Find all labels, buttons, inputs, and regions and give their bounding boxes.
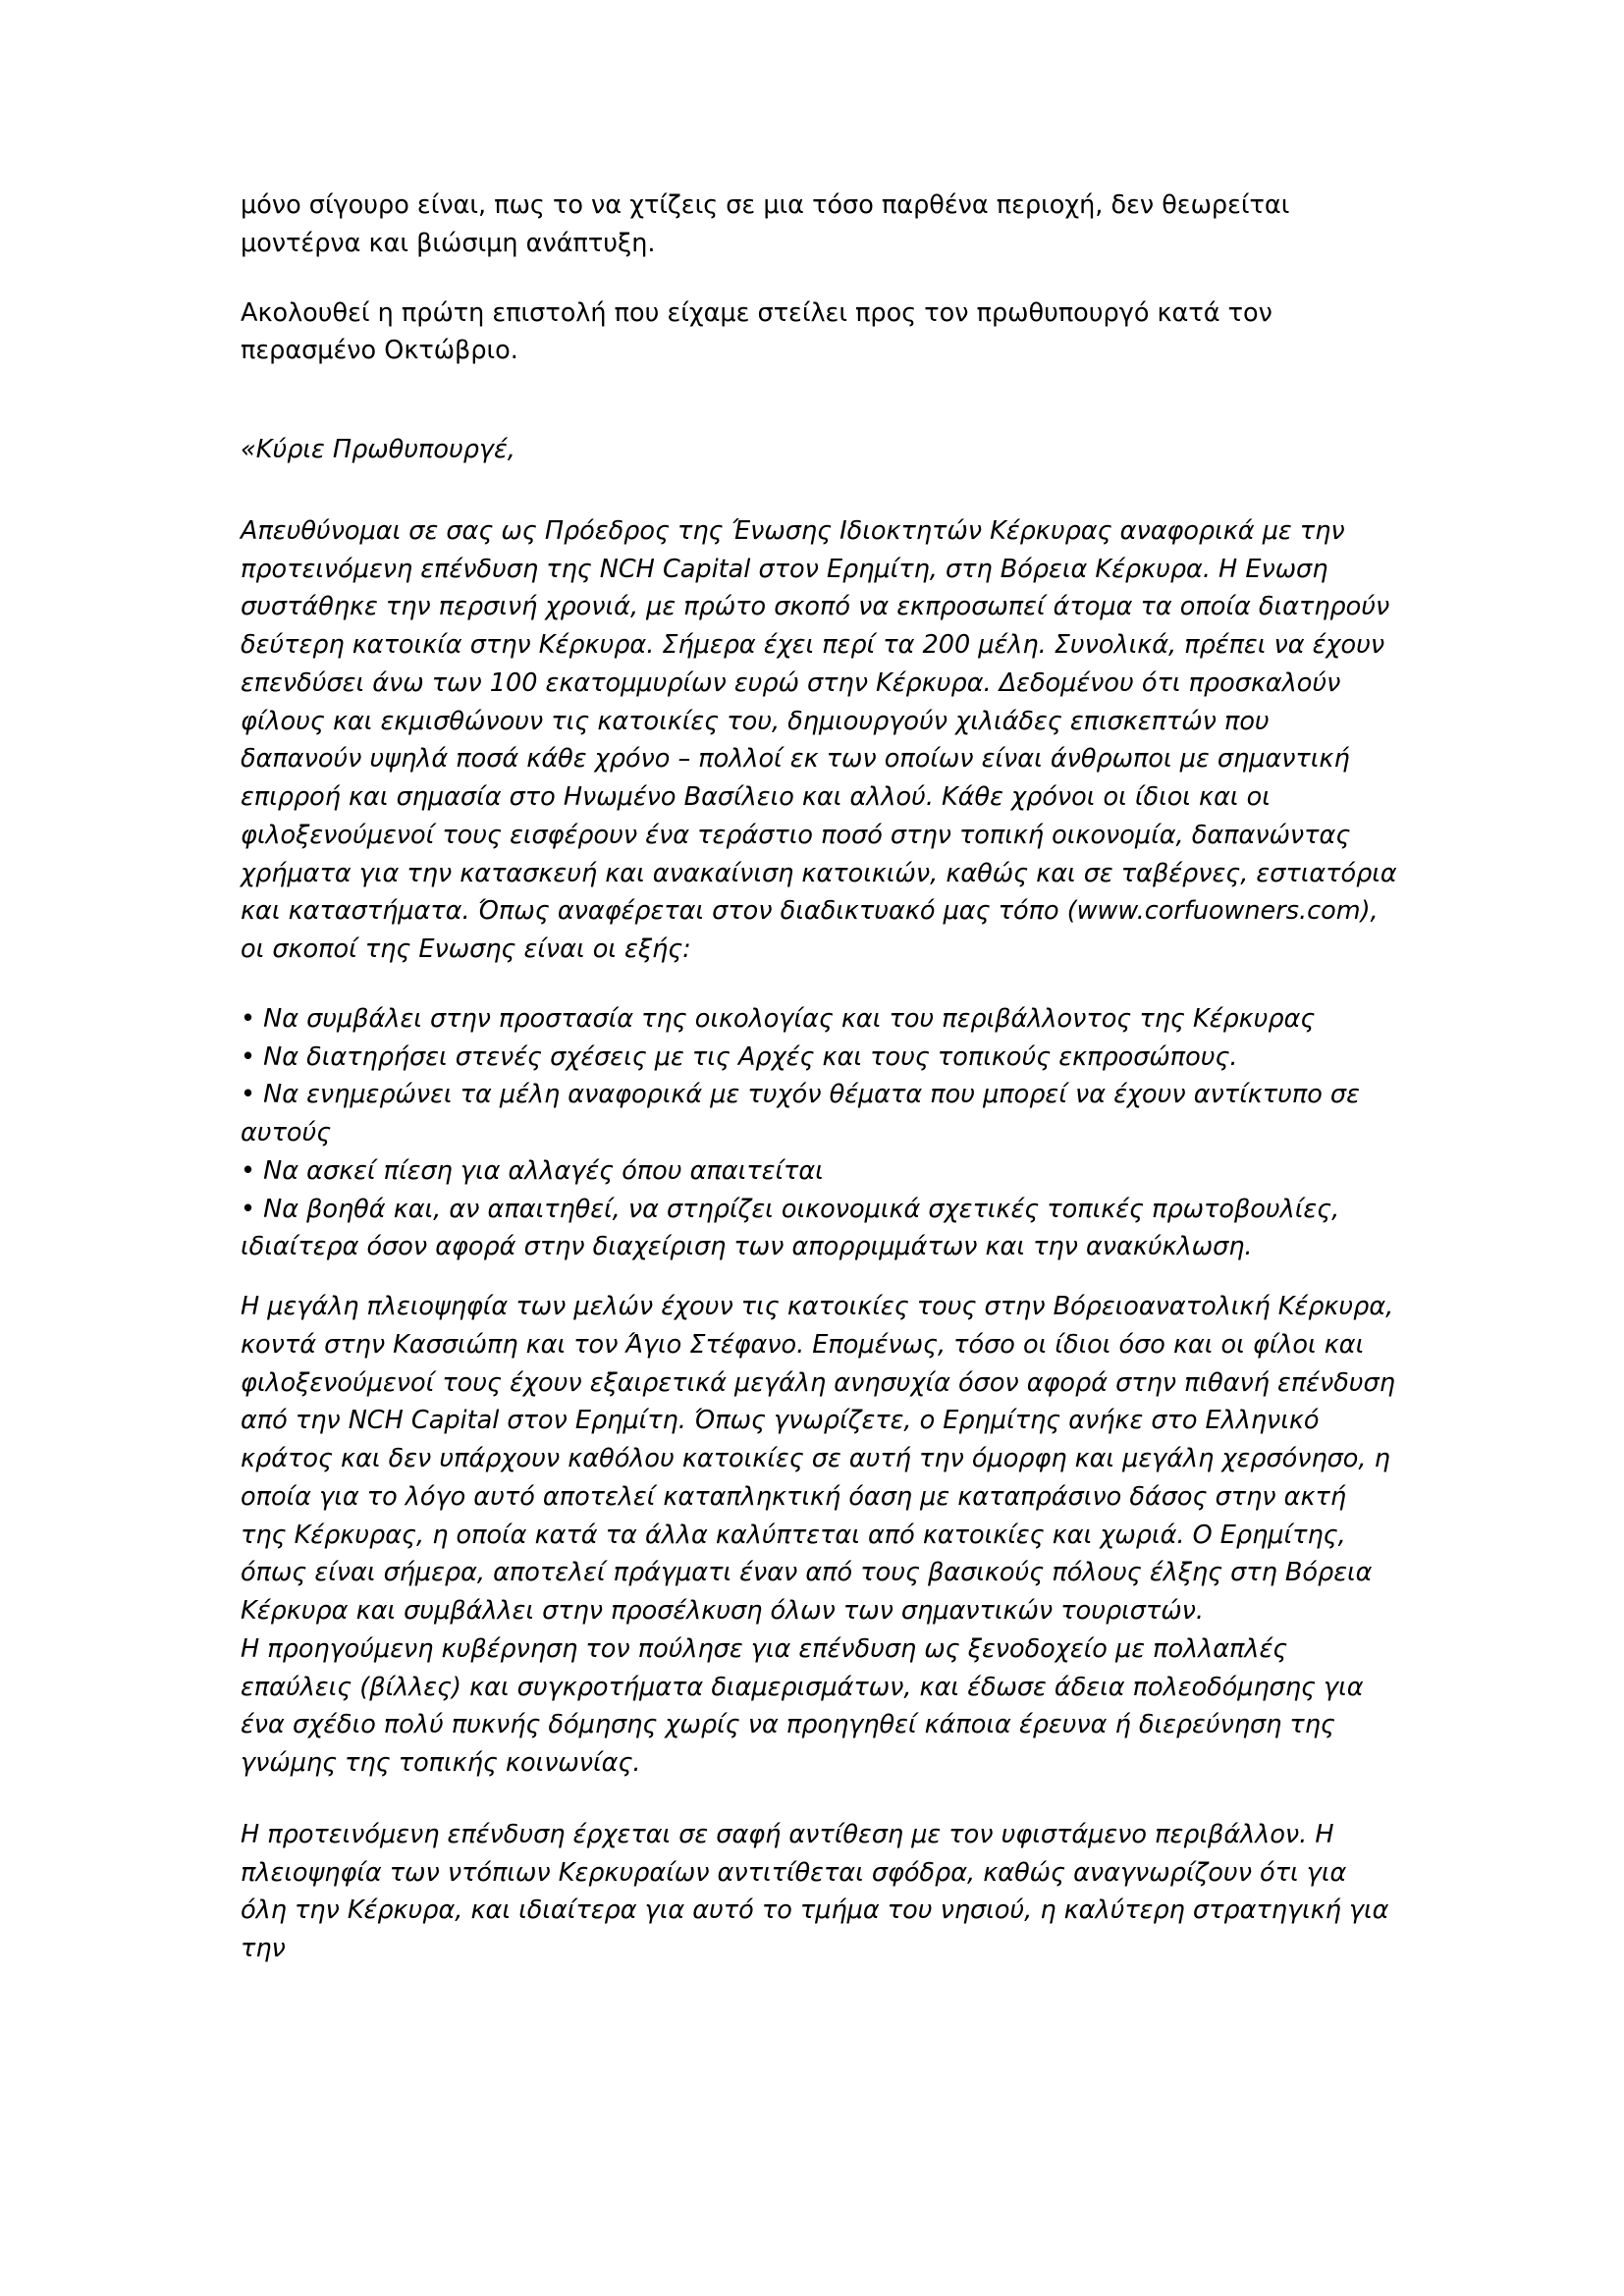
intro-paragraph-2: Ακολουθεί η πρώτη επιστολή που είχαμε στείλει προς τον πρωθυπουργό κατά τον περασμένο Οκτώβριο. <box>241 297 1272 366</box>
letter-salutation: «Κύριε Πρωθυπουργέ, <box>241 435 515 464</box>
bullets-spacer <box>241 979 1398 1000</box>
section-spacer <box>241 380 1398 431</box>
letter-paragraph-1: Απευθύνομαι σε σας ως Πρόεδρος της Ένωσης Ιδιοκτητών Κέρκυρας αναφορικά με την προτεινόμενη επένδυση της NCH Capital στον Ερημίτη, στη Βόρεια Κέρκυρα. Η Ενωση συστάθηκε την περσινή χρονιά, με πρώτο σκοπό να εκπροσωπεί άτομα τα οποία διατηρούν δεύτερη κατοικία στην Κέρκυρα. Σήμερα έχει περί τα 200 μέλη. Συνολικά, πρέπει να έχουν επενδύσει άνω των 100 εκατομμυρίων ευρώ στην Κέρκυρα. Δεδομένου ότι προσκαλούν φίλους και εκμισθώνουν τις κατοικίες του, δημιουργούν χιλιάδες επισκεπτών που δαπανούν υψηλά ποσά κάθε χρόνο – πολλοί εκ των οποίων είναι άνθρωποι με σημαντική επιρροή και σημασία στο Ηνωμένο Βασίλειο και αλλού. Κάθε χρόνοι οι ίδιοι και οι φιλοξενούμενοί τους εισφέρουν ένα τεράστιο ποσό στην τοπική οικονομία, δαπανώντας χρήματα για την κατασκευή και ανακαίνιση κατοικιών, καθώς και σε ταβέρνες, εστιατόρια και καταστήματα. Όπως αναφέρεται στον διαδικτυακό μας τόπο (www.corfuowners.com), οι σκοποί της Ενωσης είναι οι εξής: <box>241 515 1397 964</box>
list-item: • Να συμβάλει στην προστασία της οικολογίας και του περιβάλλοντος της Κέρκυρας <box>241 1003 1316 1034</box>
paragraph-spacer <box>241 273 1398 294</box>
list-item: • Να ασκεί πίεση για αλλαγές όπου απαιτείται <box>241 1155 824 1186</box>
intro-paragraph-1: μόνο σίγουρο είναι, πως το να χτίζεις σε μια τόσο παρθένα περιοχή, δεν θεωρείται μοντέρνα και βιώσιμη ανάπτυξη. <box>241 190 1290 258</box>
letter-bullet-list <box>241 1000 1398 1266</box>
post-bullets-spacer <box>241 1266 1398 1288</box>
letter-paragraph-3: Η προηγούμενη κυβέρνηση τον πούλησε για επένδυση ως ξενοδοχείο με πολλαπλές επαύλεις (βίλλες) και συγκροτήματα διαμερισμάτων, και έδωσε άδεια πολεοδόμησης για ένα σχέδιο πολύ πυκνής δόμησης χωρίς να προηγηθεί κάποια έρευνα ή διερεύνηση της γνώμης της τοπικής κοινωνίας. <box>241 1633 1364 1778</box>
list-item: • Να διατηρήσει στενές σχέσεις με τις Αρχές και τους τοπικούς εκπροσώπους. <box>241 1041 1238 1072</box>
final-paragraph-spacer <box>241 1783 1398 1816</box>
document-body <box>241 187 1398 1968</box>
letter-paragraph-2: Η μεγάλη πλειοψηφία των μελών έχουν τις κατοικίες τους στην Βόρειοανατολική Κέρκυρα, κοντά στην Κασσιώπη και τον Άγιο Στέφανο. Επομένως, τόσο οι ίδιοι όσο και οι φίλοι και φιλοξενούμενοί τους έχουν εξαιρετικά μεγάλη ανησυχία όσον αφορά στην πιθανή επένδυση από την NCH Capital στον Ερημίτη. Όπως γνωρίζετε, ο Ερημίτης ανήκε στο Ελληνικό κράτος και δεν υπάρχουν καθόλου κατοικίες σε αυτή την όμορφη και μεγάλη χερσόνησο, η οποία για το λόγο αυτό αποτελεί καταπληκτική όαση με καταπράσινο δάσος στην ακτή της Κέρκυρας, η οποία κατά τα άλλα καλύπτεται από κατοικίες και χωριά. Ο Ερημίτης, όπως είναι σήμερα, αποτελεί πράγματι έναν από τους βασικούς πόλους έλξης στη Βόρεια Κέρκυρα και συμβάλλει στην προσέλκυση όλων των σημαντικών τουριστών. <box>241 1292 1395 1626</box>
salutation-spacer <box>241 479 1398 512</box>
list-item: • Να ενημερώνει τα μέλη αναφορικά με τυχόν θέματα που μπορεί να έχουν αντίκτυπο σε αυτούς <box>241 1080 1360 1148</box>
letter-paragraph-4: Η προτεινόμενη επένδυση έρχεται σε σαφή αντίθεση με τον υφιστάμενο περιβάλλον. Η πλειοψηφία των ντόπιων Κερκυραίων αντιτίθεται σφόδρα, καθώς αναγνωρίζουν ότι για όλη την Κέρκυρα, και ιδιαίτερα για αυτό το τμήμα του νησιού, η καλύτερη στρατηγική για την <box>241 1819 1389 1963</box>
list-item: • Να βοηθά και, αν απαιτηθεί, να στηρίζει οικονομικά σχετικές τοπικές πρωτοβουλίες, ιδιαίτερα όσον αφορά στην διαχείριση των απορριμμάτων και την ανακύκλωση. <box>241 1194 1340 1262</box>
